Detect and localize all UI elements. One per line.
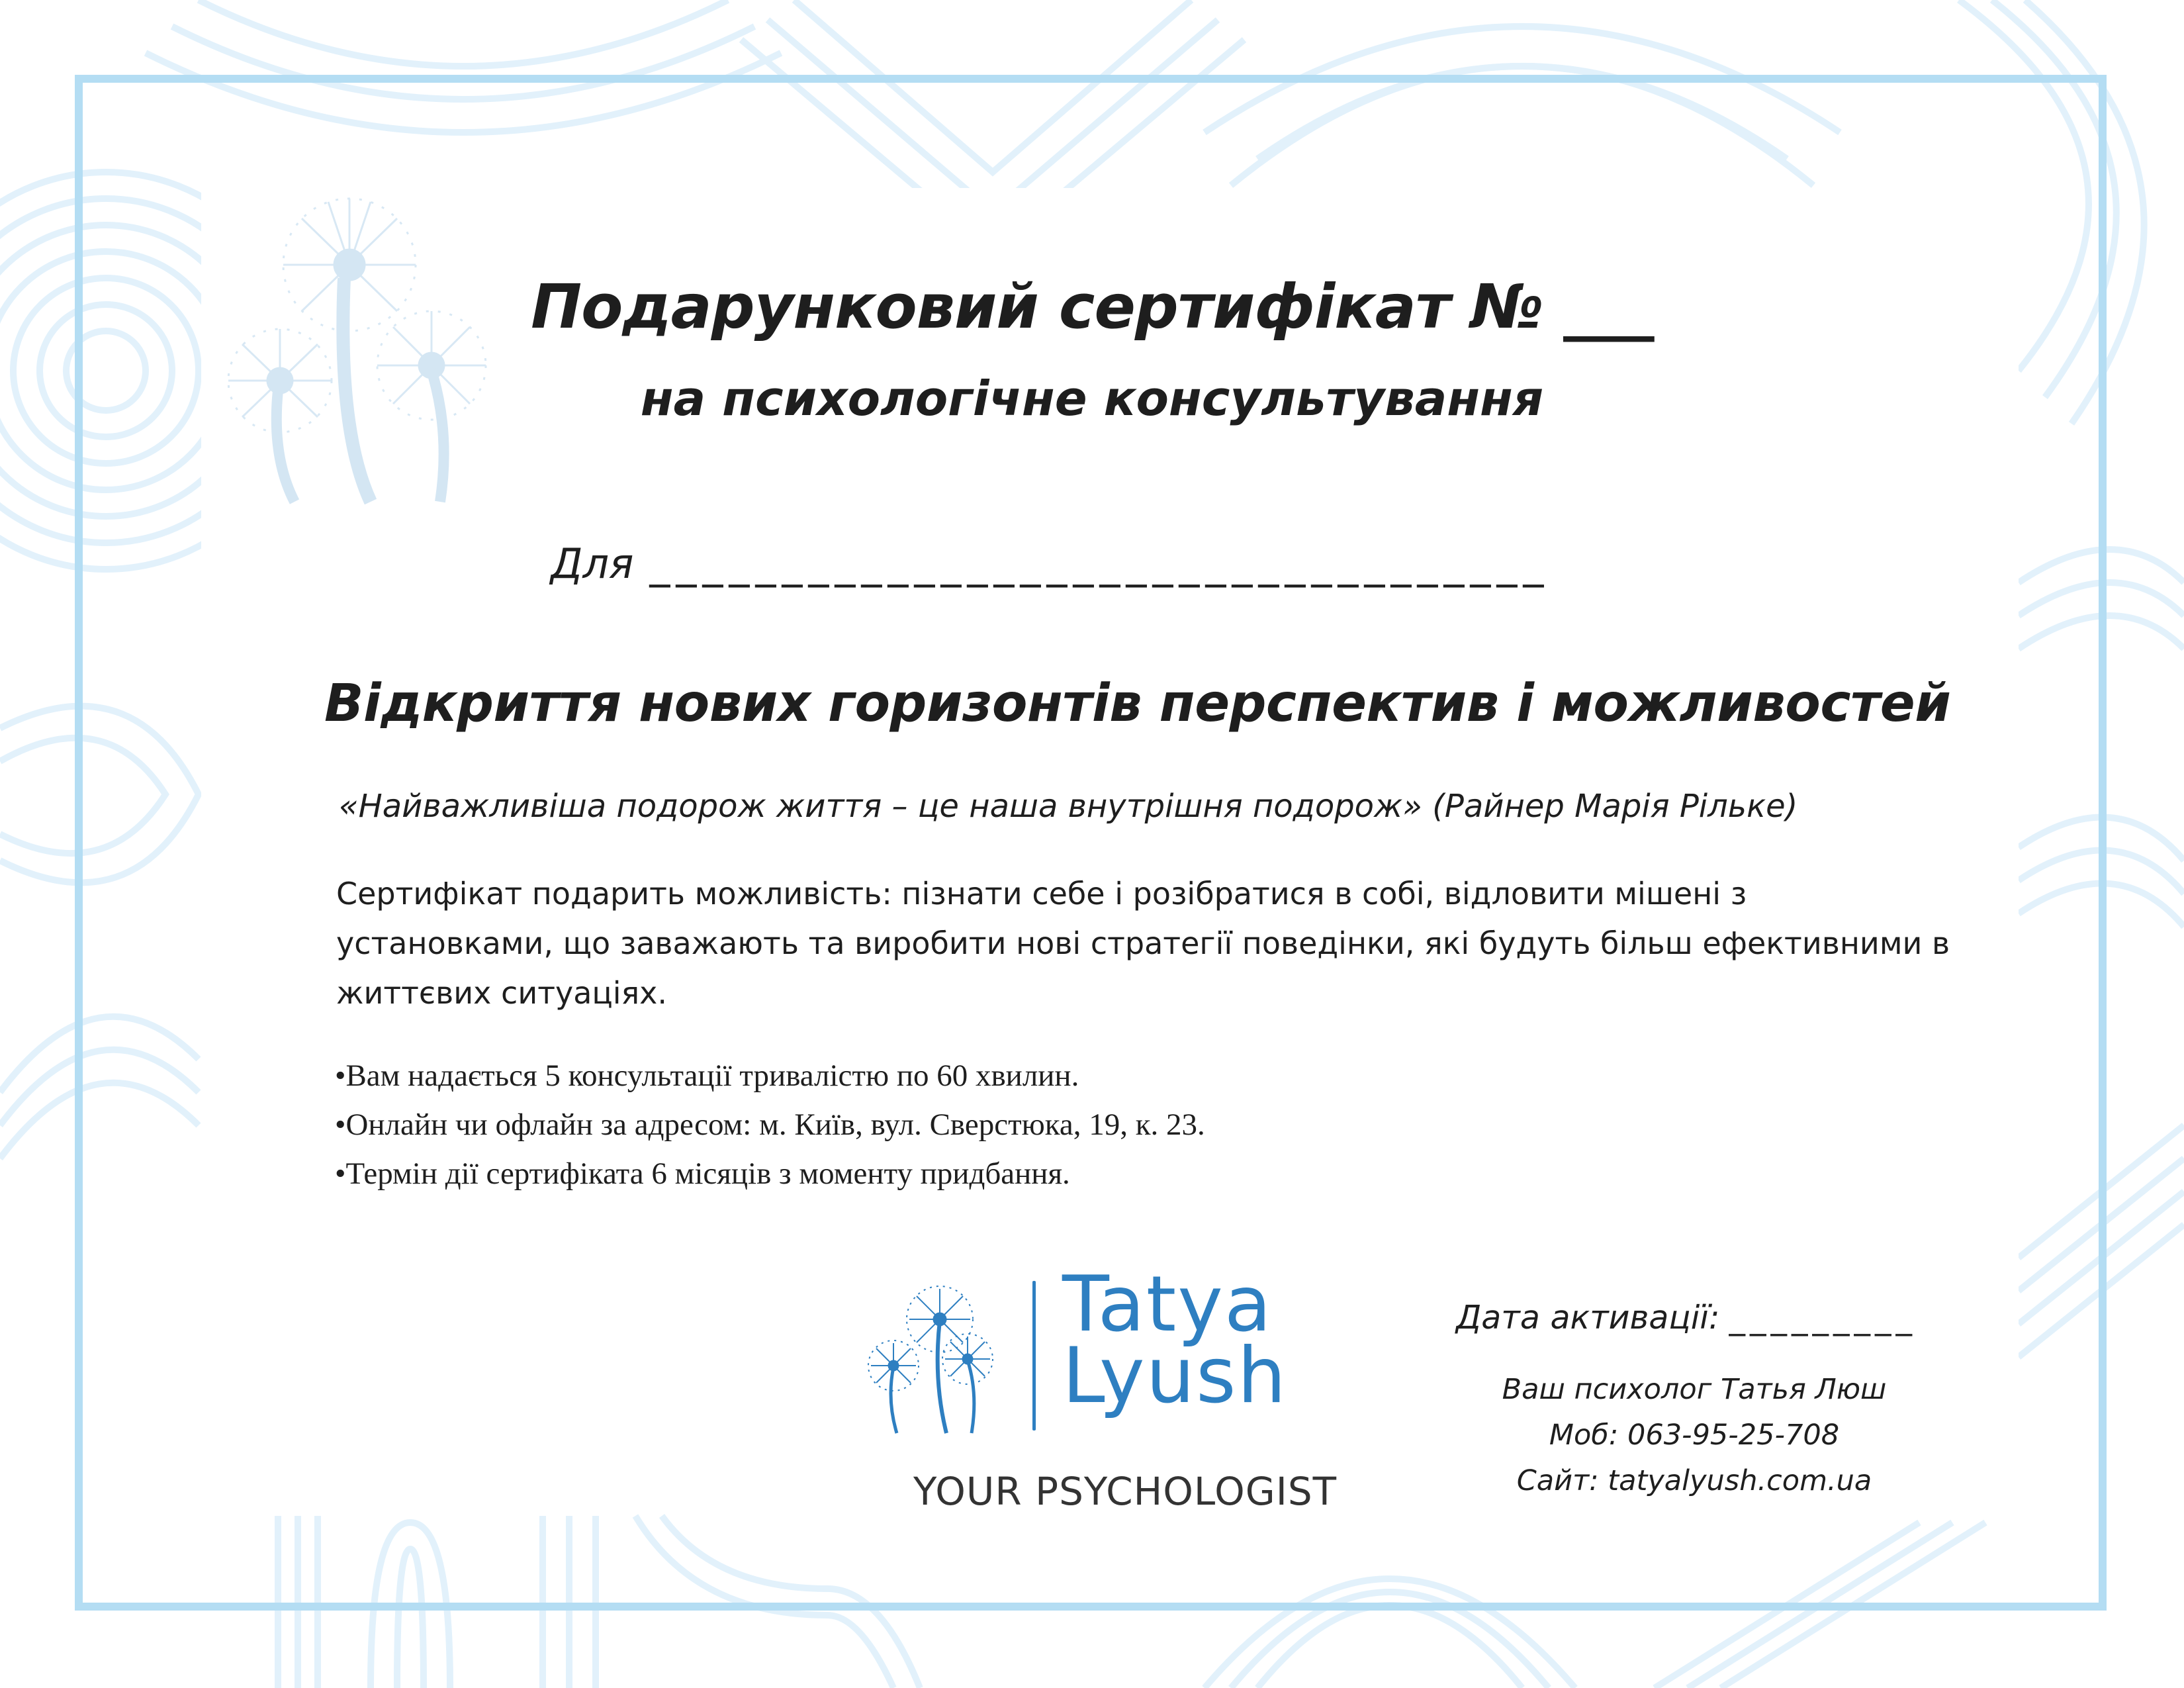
condition-item-sessions: •Вам надається 5 консультації тривалістю по 60 хвилин. [335, 1058, 1079, 1093]
logo-name-first: Tatya [1062, 1260, 1273, 1349]
logo-tagline: YOUR PSYCHOLOGIST [913, 1469, 1338, 1514]
condition-item-location: •Онлайн чи офлайн за адресом: м. Київ, вул. Сверстюка, 19, к. 23. [335, 1107, 1205, 1142]
logo-divider [1032, 1281, 1036, 1430]
dandelion-watermark-icon [218, 189, 496, 506]
psychologist-name: Ваш психолог Татья Люш [1502, 1373, 1887, 1406]
certificate-description: Сертифікат подарить можливість: пізнати себе і розібратися в собі, відловити мішені з установками, що заважають та виробити нові стратегії поведінки, які будуть більш ефективними в життєвих ситуаціях. [336, 876, 1950, 1011]
certificate-subtitle: на психологічне консультування [640, 371, 1544, 426]
activation-label: Дата активації: [1456, 1299, 1720, 1336]
dandelion-icon [867, 1274, 1006, 1436]
recipient-blank-field[interactable]: __________________________________ [649, 539, 1550, 588]
phone-number: Моб: 063-95-25-708 [1549, 1419, 1840, 1452]
recipient-label: Для [551, 539, 634, 588]
condition-item-validity: •Термін дії сертифіката 6 місяців з моменту придбання. [335, 1156, 1070, 1191]
brand-logo [867, 1260, 1338, 1519]
activation-date-line [1456, 1299, 1917, 1336]
recipient-line [551, 539, 1549, 588]
logo-name-last: Lyush [1062, 1331, 1288, 1421]
contact-block [1456, 1367, 1933, 1504]
website-link[interactable]: Сайт: tatyalyush.com.ua [1516, 1464, 1872, 1497]
certificate-title: Подарунковий сертифікат № ___ [531, 271, 1653, 342]
activation-date-field[interactable]: _________ [1729, 1299, 1917, 1336]
rilke-quote: «Найважливіша подорож життя – це наша внутрішня подорож» (Райнер Марія Рільке) [339, 788, 1798, 825]
conditions-list [335, 1051, 1205, 1198]
certificate-heading: Відкриття нових горизонтів перспектив і можливостей [324, 674, 1951, 733]
logo-wordmark [1062, 1260, 1288, 1421]
